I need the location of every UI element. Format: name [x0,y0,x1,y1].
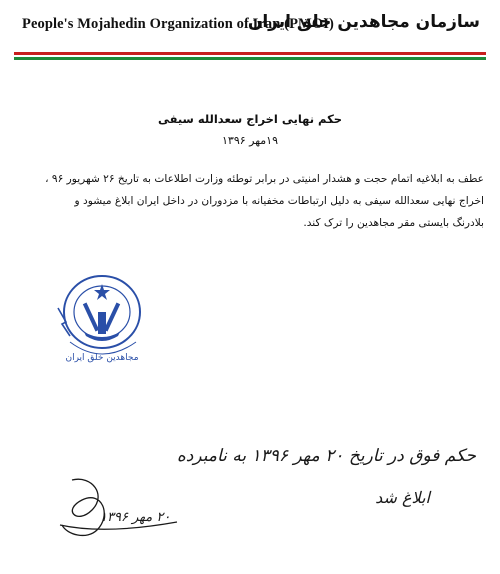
document-date: ۱۹مهر ۱۳۹۶ [222,134,278,147]
handwritten-note-line-1: حکم فوق در تاریخ ۲۰ مهر ۱۳۹۶ به نامبرده [176,446,476,466]
body-line-3: بلادرنگ بایستی مقر مجاهدین را ترک کند. [303,217,484,229]
rule-green-stripe [14,57,486,60]
body-line-1: عطف به ابلاغیه اتمام حجت و هشدار امنیتی در برابر توطئه وزارت اطلاعات به تاریخ ۲۶ شهریور ۹۶ ، [45,173,484,185]
pmoi-emblem-icon [40,262,160,372]
org-name-persian: سازمان مجاهدین خلق ایران [247,12,480,32]
header-tricolor-rule [14,52,486,63]
org-name-english: People's Mojahedin Organization of Iran (PMOI) [22,16,334,32]
body-line-2: اخراج نهایی سعدالله سیفی به دلیل ارتباطات مخفیانه با مزدوران در داخل ایران ابلاغ میشود و [74,195,484,207]
emblem-caption: مجاهدین خلق ایران [65,353,139,363]
handwritten-note-line-2: ابلاغ شد [375,488,430,507]
signature-date: ۲۰ مهر ۱۳۹۶ [100,510,171,525]
document-title: حکم نهایی اخراج سعدالله سیفی [157,112,343,126]
document-body [14,168,484,234]
